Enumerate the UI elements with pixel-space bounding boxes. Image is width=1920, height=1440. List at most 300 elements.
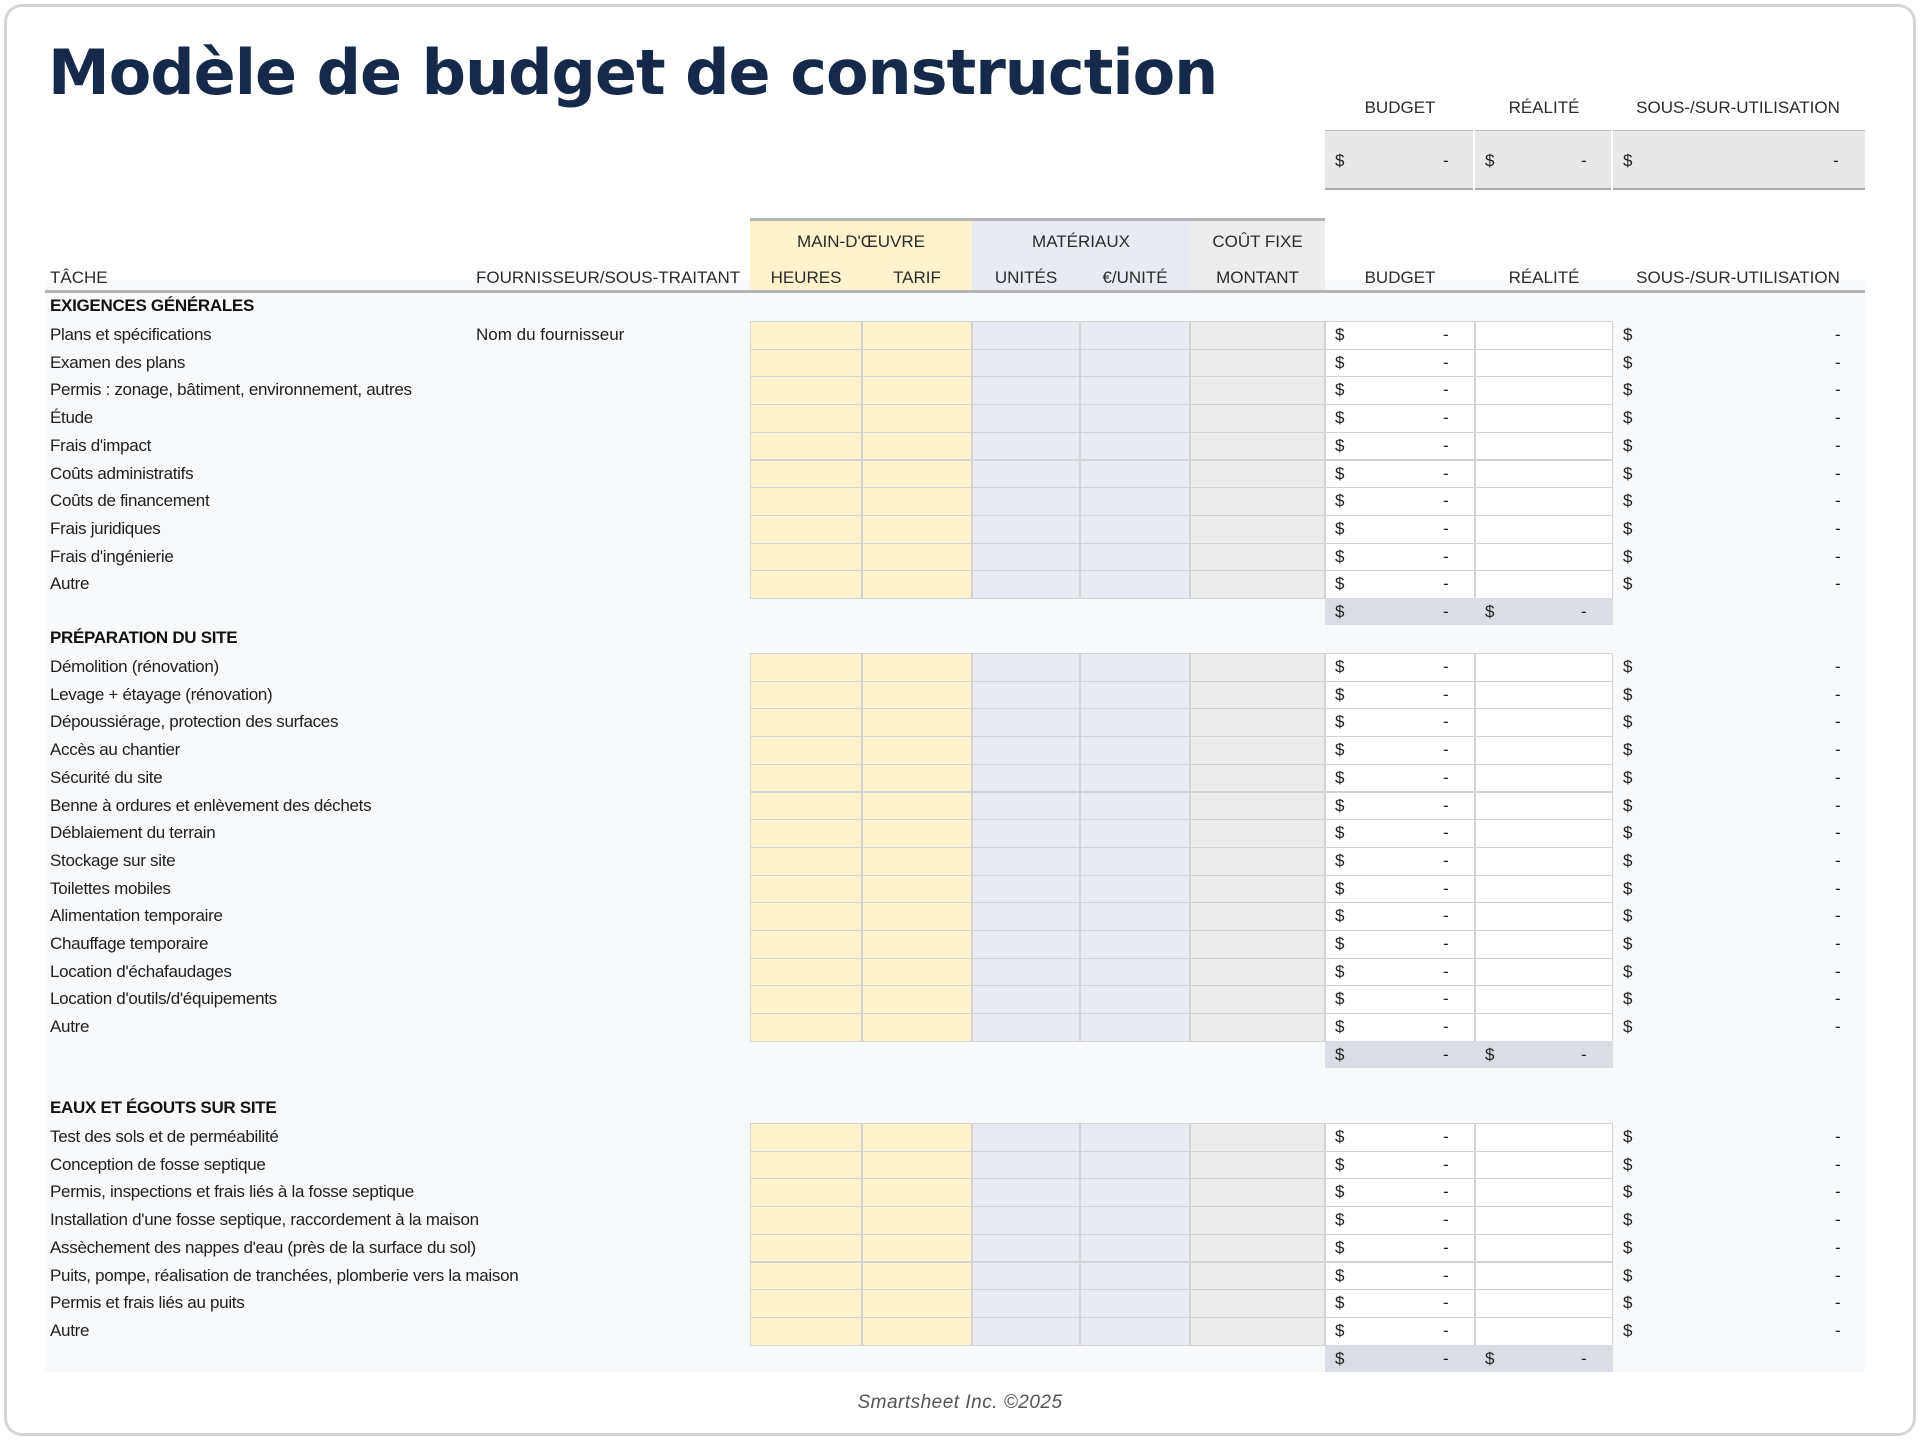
hours-cell[interactable] bbox=[750, 902, 862, 931]
amount-cell[interactable] bbox=[1190, 1206, 1325, 1235]
units-cell[interactable] bbox=[972, 1178, 1080, 1207]
amount-cell[interactable] bbox=[1190, 349, 1325, 378]
units-cell[interactable] bbox=[972, 958, 1080, 987]
units-cell[interactable] bbox=[972, 376, 1080, 405]
variance-value: - bbox=[1835, 574, 1841, 594]
subtotal-actual-value: - bbox=[1581, 1044, 1587, 1064]
per-unit-cell[interactable] bbox=[1080, 321, 1190, 350]
budget-value: - bbox=[1443, 657, 1449, 676]
hours-cell[interactable] bbox=[750, 1262, 862, 1291]
hours-cell[interactable] bbox=[750, 958, 862, 987]
summary-budget-cell[interactable] bbox=[1325, 130, 1473, 190]
per-unit-cell[interactable] bbox=[1080, 487, 1190, 516]
currency-symbol: $ bbox=[1623, 934, 1633, 953]
actual-cell[interactable] bbox=[1475, 543, 1613, 572]
budget-cell[interactable] bbox=[1325, 515, 1475, 544]
units-cell[interactable] bbox=[972, 930, 1080, 959]
rate-cell[interactable] bbox=[862, 930, 972, 959]
budget-cell[interactable] bbox=[1325, 958, 1475, 987]
budget-cell[interactable] bbox=[1325, 1206, 1475, 1235]
variance-value: - bbox=[1835, 325, 1841, 344]
actual-cell[interactable] bbox=[1475, 875, 1613, 904]
subtotal-actual-value: - bbox=[1581, 602, 1587, 621]
budget-cell[interactable] bbox=[1325, 985, 1475, 1014]
amount-cell[interactable] bbox=[1190, 432, 1325, 461]
currency-symbol: $ bbox=[1623, 961, 1633, 981]
currency-symbol: $ bbox=[1623, 491, 1633, 511]
rate-cell[interactable] bbox=[862, 321, 972, 350]
actual-cell[interactable] bbox=[1475, 930, 1613, 959]
budget-value: - bbox=[1443, 408, 1449, 428]
amount-cell[interactable] bbox=[1190, 1234, 1325, 1263]
rate-cell[interactable] bbox=[862, 460, 972, 489]
budget-cell[interactable] bbox=[1325, 930, 1475, 959]
currency-symbol: $ bbox=[1623, 546, 1633, 566]
actual-cell[interactable] bbox=[1475, 349, 1613, 378]
units-column-header: UNITÉS bbox=[994, 268, 1058, 287]
units-cell[interactable] bbox=[972, 1234, 1080, 1263]
amount-cell[interactable] bbox=[1190, 819, 1325, 848]
budget-cell[interactable] bbox=[1325, 570, 1475, 599]
budget-cell[interactable] bbox=[1325, 847, 1475, 876]
per-unit-cell[interactable] bbox=[1080, 1206, 1190, 1235]
per-unit-cell[interactable] bbox=[1080, 875, 1190, 904]
budget-cell[interactable] bbox=[1325, 460, 1475, 489]
currency-symbol: $ bbox=[1623, 1320, 1633, 1340]
budget-cell[interactable] bbox=[1325, 681, 1475, 710]
budget-cell[interactable] bbox=[1325, 736, 1475, 765]
rate-cell[interactable] bbox=[862, 1151, 972, 1180]
per-unit-cell[interactable] bbox=[1080, 847, 1190, 876]
budget-value: - bbox=[1443, 325, 1449, 344]
currency-symbol: $ bbox=[1335, 491, 1345, 511]
hours-cell[interactable] bbox=[750, 543, 862, 572]
budget-cell[interactable] bbox=[1325, 543, 1475, 572]
amount-cell[interactable] bbox=[1190, 875, 1325, 904]
summary-budget-value: - bbox=[1443, 151, 1449, 170]
hours-cell[interactable] bbox=[750, 570, 862, 599]
rate-cell[interactable] bbox=[862, 1178, 972, 1207]
rate-cell[interactable] bbox=[862, 875, 972, 904]
amount-cell[interactable] bbox=[1190, 985, 1325, 1014]
budget-value: - bbox=[1443, 1237, 1449, 1257]
summary-actual-cell[interactable] bbox=[1475, 130, 1611, 190]
actual-cell[interactable] bbox=[1475, 432, 1613, 461]
currency-symbol: $ bbox=[1623, 878, 1633, 898]
hours-cell[interactable] bbox=[750, 819, 862, 848]
currency-symbol: $ bbox=[1335, 1210, 1345, 1230]
supplier-cell[interactable]: Nom du fournisseur bbox=[476, 325, 625, 344]
units-cell[interactable] bbox=[972, 875, 1080, 904]
rate-cell[interactable] bbox=[862, 432, 972, 461]
per-unit-cell[interactable] bbox=[1080, 1289, 1190, 1318]
rate-cell[interactable] bbox=[862, 515, 972, 544]
hours-cell[interactable] bbox=[750, 1013, 862, 1042]
per-unit-cell[interactable] bbox=[1080, 1123, 1190, 1152]
section-title: EXIGENCES GÉNÉRALES bbox=[50, 296, 255, 315]
units-cell[interactable] bbox=[972, 985, 1080, 1014]
task-label: Autre bbox=[50, 574, 90, 594]
currency-symbol: $ bbox=[1623, 435, 1633, 455]
units-cell[interactable] bbox=[972, 1123, 1080, 1152]
budget-value: - bbox=[1443, 491, 1449, 511]
actual-cell[interactable] bbox=[1475, 985, 1613, 1014]
rate-cell[interactable] bbox=[862, 1289, 972, 1318]
hours-cell[interactable] bbox=[750, 1234, 862, 1263]
per-unit-cell[interactable] bbox=[1080, 930, 1190, 959]
per-unit-cell[interactable] bbox=[1080, 515, 1190, 544]
summary-variance-cell[interactable] bbox=[1613, 130, 1865, 190]
rate-cell[interactable] bbox=[862, 736, 972, 765]
hours-cell[interactable] bbox=[750, 985, 862, 1014]
rate-cell[interactable] bbox=[862, 985, 972, 1014]
units-cell[interactable] bbox=[972, 792, 1080, 821]
amount-cell[interactable] bbox=[1190, 1013, 1325, 1042]
budget-cell[interactable] bbox=[1325, 792, 1475, 821]
units-cell[interactable] bbox=[972, 902, 1080, 931]
variance-value: - bbox=[1835, 1182, 1841, 1202]
actual-cell[interactable] bbox=[1475, 764, 1613, 793]
variance-value: - bbox=[1835, 518, 1841, 538]
actual-cell[interactable] bbox=[1475, 736, 1613, 765]
amount-cell[interactable] bbox=[1190, 792, 1325, 821]
amount-cell[interactable] bbox=[1190, 1317, 1325, 1346]
currency-symbol: $ bbox=[1623, 463, 1633, 483]
hours-cell[interactable] bbox=[750, 1178, 862, 1207]
hours-cell[interactable] bbox=[750, 681, 862, 710]
actual-cell[interactable] bbox=[1475, 1151, 1613, 1180]
budget-cell[interactable] bbox=[1325, 487, 1475, 516]
per-unit-cell[interactable] bbox=[1080, 543, 1190, 572]
per-unit-cell[interactable] bbox=[1080, 376, 1190, 405]
subtotal-actual-value: - bbox=[1581, 1348, 1587, 1368]
rate-cell[interactable] bbox=[862, 902, 972, 931]
actual-cell[interactable] bbox=[1475, 376, 1613, 405]
actual-cell[interactable] bbox=[1475, 902, 1613, 931]
rate-cell[interactable] bbox=[862, 708, 972, 737]
per-unit-cell[interactable] bbox=[1080, 1151, 1190, 1180]
per-unit-cell[interactable] bbox=[1080, 1262, 1190, 1291]
amount-cell[interactable] bbox=[1190, 1151, 1325, 1180]
currency-symbol: $ bbox=[1485, 151, 1495, 170]
budget-value: - bbox=[1443, 546, 1449, 566]
hours-cell[interactable] bbox=[750, 792, 862, 821]
rate-cell[interactable] bbox=[862, 819, 972, 848]
amount-cell[interactable] bbox=[1190, 681, 1325, 710]
amount-cell[interactable] bbox=[1190, 1178, 1325, 1207]
hours-cell[interactable] bbox=[750, 1123, 862, 1152]
amount-cell[interactable] bbox=[1190, 376, 1325, 405]
variance-value: - bbox=[1835, 408, 1841, 428]
per-unit-cell[interactable] bbox=[1080, 1317, 1190, 1346]
actual-cell[interactable] bbox=[1475, 681, 1613, 710]
units-cell[interactable] bbox=[972, 570, 1080, 599]
hours-cell[interactable] bbox=[750, 515, 862, 544]
rate-cell[interactable] bbox=[862, 1206, 972, 1235]
amount-cell[interactable] bbox=[1190, 736, 1325, 765]
actual-cell[interactable] bbox=[1475, 819, 1613, 848]
per-unit-cell[interactable] bbox=[1080, 792, 1190, 821]
actual-cell[interactable] bbox=[1475, 570, 1613, 599]
currency-symbol: $ bbox=[1335, 518, 1345, 538]
amount-cell[interactable] bbox=[1190, 1289, 1325, 1318]
subtotal-budget-value: - bbox=[1443, 1044, 1449, 1064]
variance-value: - bbox=[1835, 1127, 1841, 1146]
currency-symbol: $ bbox=[1335, 767, 1345, 787]
hours-cell[interactable] bbox=[750, 875, 862, 904]
budget-cell[interactable] bbox=[1325, 819, 1475, 848]
rate-cell[interactable] bbox=[862, 349, 972, 378]
task-label: Plans et spécifications bbox=[50, 325, 212, 344]
units-cell[interactable] bbox=[972, 819, 1080, 848]
per-unit-cell[interactable] bbox=[1080, 432, 1190, 461]
task-label: Chauffage temporaire bbox=[50, 934, 209, 953]
currency-symbol: $ bbox=[1623, 1237, 1633, 1257]
budget-cell[interactable] bbox=[1325, 1013, 1475, 1042]
per-unit-cell[interactable] bbox=[1080, 404, 1190, 433]
actual-cell[interactable] bbox=[1475, 653, 1613, 682]
units-cell[interactable] bbox=[972, 1289, 1080, 1318]
units-cell[interactable] bbox=[972, 543, 1080, 572]
currency-symbol: $ bbox=[1335, 1348, 1345, 1368]
amount-cell[interactable] bbox=[1190, 958, 1325, 987]
actual-cell[interactable] bbox=[1475, 1262, 1613, 1291]
budget-cell[interactable] bbox=[1325, 653, 1475, 682]
hours-cell[interactable] bbox=[750, 376, 862, 405]
hours-cell[interactable] bbox=[750, 321, 862, 350]
budget-cell[interactable] bbox=[1325, 1317, 1475, 1346]
units-cell[interactable] bbox=[972, 1262, 1080, 1291]
currency-symbol: $ bbox=[1623, 740, 1633, 760]
variance-value: - bbox=[1835, 546, 1841, 566]
subtotal-budget-cell bbox=[1325, 1041, 1475, 1068]
units-cell[interactable] bbox=[972, 487, 1080, 516]
budget-cell[interactable] bbox=[1325, 432, 1475, 461]
units-cell[interactable] bbox=[972, 708, 1080, 737]
amount-cell[interactable] bbox=[1190, 404, 1325, 433]
units-cell[interactable] bbox=[972, 681, 1080, 710]
units-cell[interactable] bbox=[972, 653, 1080, 682]
budget-cell[interactable] bbox=[1325, 1234, 1475, 1263]
rate-cell[interactable] bbox=[862, 764, 972, 793]
hours-cell[interactable] bbox=[750, 1206, 862, 1235]
budget-value: - bbox=[1443, 352, 1449, 372]
actual-cell[interactable] bbox=[1475, 708, 1613, 737]
task-label: Alimentation temporaire bbox=[50, 906, 223, 926]
currency-symbol: $ bbox=[1335, 1293, 1345, 1313]
currency-symbol: $ bbox=[1623, 850, 1633, 870]
budget-cell[interactable] bbox=[1325, 875, 1475, 904]
per-unit-cell[interactable] bbox=[1080, 681, 1190, 710]
subtotal-actual-cell bbox=[1475, 1041, 1613, 1068]
units-cell[interactable] bbox=[972, 736, 1080, 765]
amount-cell[interactable] bbox=[1190, 1123, 1325, 1152]
rate-cell[interactable] bbox=[862, 376, 972, 405]
rate-cell[interactable] bbox=[862, 543, 972, 572]
variance-value: - bbox=[1835, 657, 1841, 676]
currency-symbol: $ bbox=[1485, 1044, 1495, 1064]
currency-symbol: $ bbox=[1335, 906, 1345, 926]
currency-symbol: $ bbox=[1623, 684, 1633, 704]
per-unit-cell[interactable] bbox=[1080, 460, 1190, 489]
rate-cell[interactable] bbox=[862, 1013, 972, 1042]
amount-cell[interactable] bbox=[1190, 653, 1325, 682]
actual-cell[interactable] bbox=[1475, 404, 1613, 433]
rate-cell[interactable] bbox=[862, 792, 972, 821]
hours-cell[interactable] bbox=[750, 1151, 862, 1180]
actual-cell[interactable] bbox=[1475, 321, 1613, 350]
hours-cell[interactable] bbox=[750, 460, 862, 489]
per-unit-cell[interactable] bbox=[1080, 1234, 1190, 1263]
amount-cell[interactable] bbox=[1190, 570, 1325, 599]
hours-cell[interactable] bbox=[750, 847, 862, 876]
per-unit-cell[interactable] bbox=[1080, 819, 1190, 848]
amount-cell[interactable] bbox=[1190, 515, 1325, 544]
budget-cell[interactable] bbox=[1325, 708, 1475, 737]
amount-cell[interactable] bbox=[1190, 847, 1325, 876]
hours-cell[interactable] bbox=[750, 736, 862, 765]
per-unit-cell[interactable] bbox=[1080, 708, 1190, 737]
rate-cell[interactable] bbox=[862, 681, 972, 710]
units-cell[interactable] bbox=[972, 404, 1080, 433]
actual-cell[interactable] bbox=[1475, 487, 1613, 516]
per-unit-cell[interactable] bbox=[1080, 764, 1190, 793]
hours-cell[interactable] bbox=[750, 708, 862, 737]
variance-value: - bbox=[1835, 850, 1841, 870]
hours-cell[interactable] bbox=[750, 930, 862, 959]
amount-cell[interactable] bbox=[1190, 543, 1325, 572]
budget-value: - bbox=[1443, 1293, 1449, 1313]
rate-cell[interactable] bbox=[862, 958, 972, 987]
currency-symbol: $ bbox=[1623, 795, 1633, 815]
hours-cell[interactable] bbox=[750, 764, 862, 793]
currency-symbol: $ bbox=[1623, 823, 1633, 843]
actual-cell[interactable] bbox=[1475, 847, 1613, 876]
budget-cell[interactable] bbox=[1325, 376, 1475, 405]
rate-cell[interactable] bbox=[862, 1317, 972, 1346]
actual-cell[interactable] bbox=[1475, 958, 1613, 987]
per-unit-cell[interactable] bbox=[1080, 570, 1190, 599]
amount-cell[interactable] bbox=[1190, 902, 1325, 931]
budget-cell[interactable] bbox=[1325, 404, 1475, 433]
task-label: Déblaiement du terrain bbox=[50, 823, 216, 843]
rate-cell[interactable] bbox=[862, 487, 972, 516]
currency-symbol: $ bbox=[1335, 463, 1345, 483]
units-cell[interactable] bbox=[972, 1317, 1080, 1346]
per-unit-cell[interactable] bbox=[1080, 1013, 1190, 1042]
actual-cell[interactable] bbox=[1475, 1234, 1613, 1263]
units-cell[interactable] bbox=[972, 1206, 1080, 1235]
actual-cell[interactable] bbox=[1475, 1123, 1613, 1152]
rate-cell[interactable] bbox=[862, 653, 972, 682]
actual-cell[interactable] bbox=[1475, 515, 1613, 544]
hours-cell[interactable] bbox=[750, 432, 862, 461]
actual-cell[interactable] bbox=[1475, 1013, 1613, 1042]
amount-cell[interactable] bbox=[1190, 930, 1325, 959]
rate-cell[interactable] bbox=[862, 404, 972, 433]
currency-symbol: $ bbox=[1335, 1154, 1345, 1174]
amount-cell[interactable] bbox=[1190, 321, 1325, 350]
amount-cell[interactable] bbox=[1190, 1262, 1325, 1291]
budget-cell[interactable] bbox=[1325, 321, 1475, 350]
amount-cell[interactable] bbox=[1190, 764, 1325, 793]
per-unit-cell[interactable] bbox=[1080, 902, 1190, 931]
currency-symbol: $ bbox=[1335, 380, 1345, 400]
actual-cell[interactable] bbox=[1475, 460, 1613, 489]
budget-value: - bbox=[1443, 989, 1449, 1009]
hours-cell[interactable] bbox=[750, 653, 862, 682]
units-cell[interactable] bbox=[972, 432, 1080, 461]
per-unit-cell[interactable] bbox=[1080, 736, 1190, 765]
budget-cell[interactable] bbox=[1325, 349, 1475, 378]
actual-cell[interactable] bbox=[1475, 1206, 1613, 1235]
amount-cell[interactable] bbox=[1190, 460, 1325, 489]
actual-cell[interactable] bbox=[1475, 1178, 1613, 1207]
rate-cell[interactable] bbox=[862, 847, 972, 876]
per-unit-cell[interactable] bbox=[1080, 958, 1190, 987]
budget-value: - bbox=[1443, 740, 1449, 760]
rate-cell[interactable] bbox=[862, 570, 972, 599]
amount-cell[interactable] bbox=[1190, 708, 1325, 737]
budget-cell[interactable] bbox=[1325, 902, 1475, 931]
rate-cell[interactable] bbox=[862, 1262, 972, 1291]
variance-value: - bbox=[1835, 1017, 1841, 1037]
units-cell[interactable] bbox=[972, 349, 1080, 378]
actual-cell[interactable] bbox=[1475, 792, 1613, 821]
rate-cell[interactable] bbox=[862, 1234, 972, 1263]
hours-cell[interactable] bbox=[750, 349, 862, 378]
hours-cell[interactable] bbox=[750, 404, 862, 433]
rate-cell[interactable] bbox=[862, 1123, 972, 1152]
header-divider bbox=[45, 290, 1865, 293]
budget-cell[interactable] bbox=[1325, 1123, 1475, 1152]
currency-symbol: $ bbox=[1623, 767, 1633, 787]
units-cell[interactable] bbox=[972, 1013, 1080, 1042]
task-label: Dépoussiérage, protection des surfaces bbox=[50, 712, 339, 732]
variance-value: - bbox=[1835, 1154, 1841, 1174]
hours-cell[interactable] bbox=[750, 1317, 862, 1346]
amount-cell[interactable] bbox=[1190, 487, 1325, 516]
units-cell[interactable] bbox=[972, 1151, 1080, 1180]
units-cell[interactable] bbox=[972, 460, 1080, 489]
units-cell[interactable] bbox=[972, 847, 1080, 876]
per-unit-cell[interactable] bbox=[1080, 349, 1190, 378]
units-cell[interactable] bbox=[972, 321, 1080, 350]
units-cell[interactable] bbox=[972, 515, 1080, 544]
per-unit-cell[interactable] bbox=[1080, 985, 1190, 1014]
currency-symbol: $ bbox=[1335, 1320, 1345, 1340]
budget-cell[interactable] bbox=[1325, 1178, 1475, 1207]
actual-cell[interactable] bbox=[1475, 1317, 1613, 1346]
budget-cell[interactable] bbox=[1325, 1151, 1475, 1180]
budget-cell[interactable] bbox=[1325, 1262, 1475, 1291]
per-unit-cell[interactable] bbox=[1080, 653, 1190, 682]
currency-symbol: $ bbox=[1335, 151, 1345, 170]
per-unit-cell[interactable] bbox=[1080, 1178, 1190, 1207]
budget-cell[interactable] bbox=[1325, 764, 1475, 793]
currency-symbol: $ bbox=[1335, 1265, 1345, 1285]
budget-value: - bbox=[1443, 961, 1449, 981]
hours-cell[interactable] bbox=[750, 487, 862, 516]
hours-cell[interactable] bbox=[750, 1289, 862, 1318]
actual-cell[interactable] bbox=[1475, 1289, 1613, 1318]
currency-symbol: $ bbox=[1335, 1237, 1345, 1257]
per-unit-column-header: €/UNITÉ bbox=[1102, 268, 1168, 287]
units-cell[interactable] bbox=[972, 764, 1080, 793]
task-label: Benne à ordures et enlèvement des déchets bbox=[50, 795, 372, 815]
budget-cell[interactable] bbox=[1325, 1289, 1475, 1318]
task-label: Accès au chantier bbox=[50, 740, 181, 760]
